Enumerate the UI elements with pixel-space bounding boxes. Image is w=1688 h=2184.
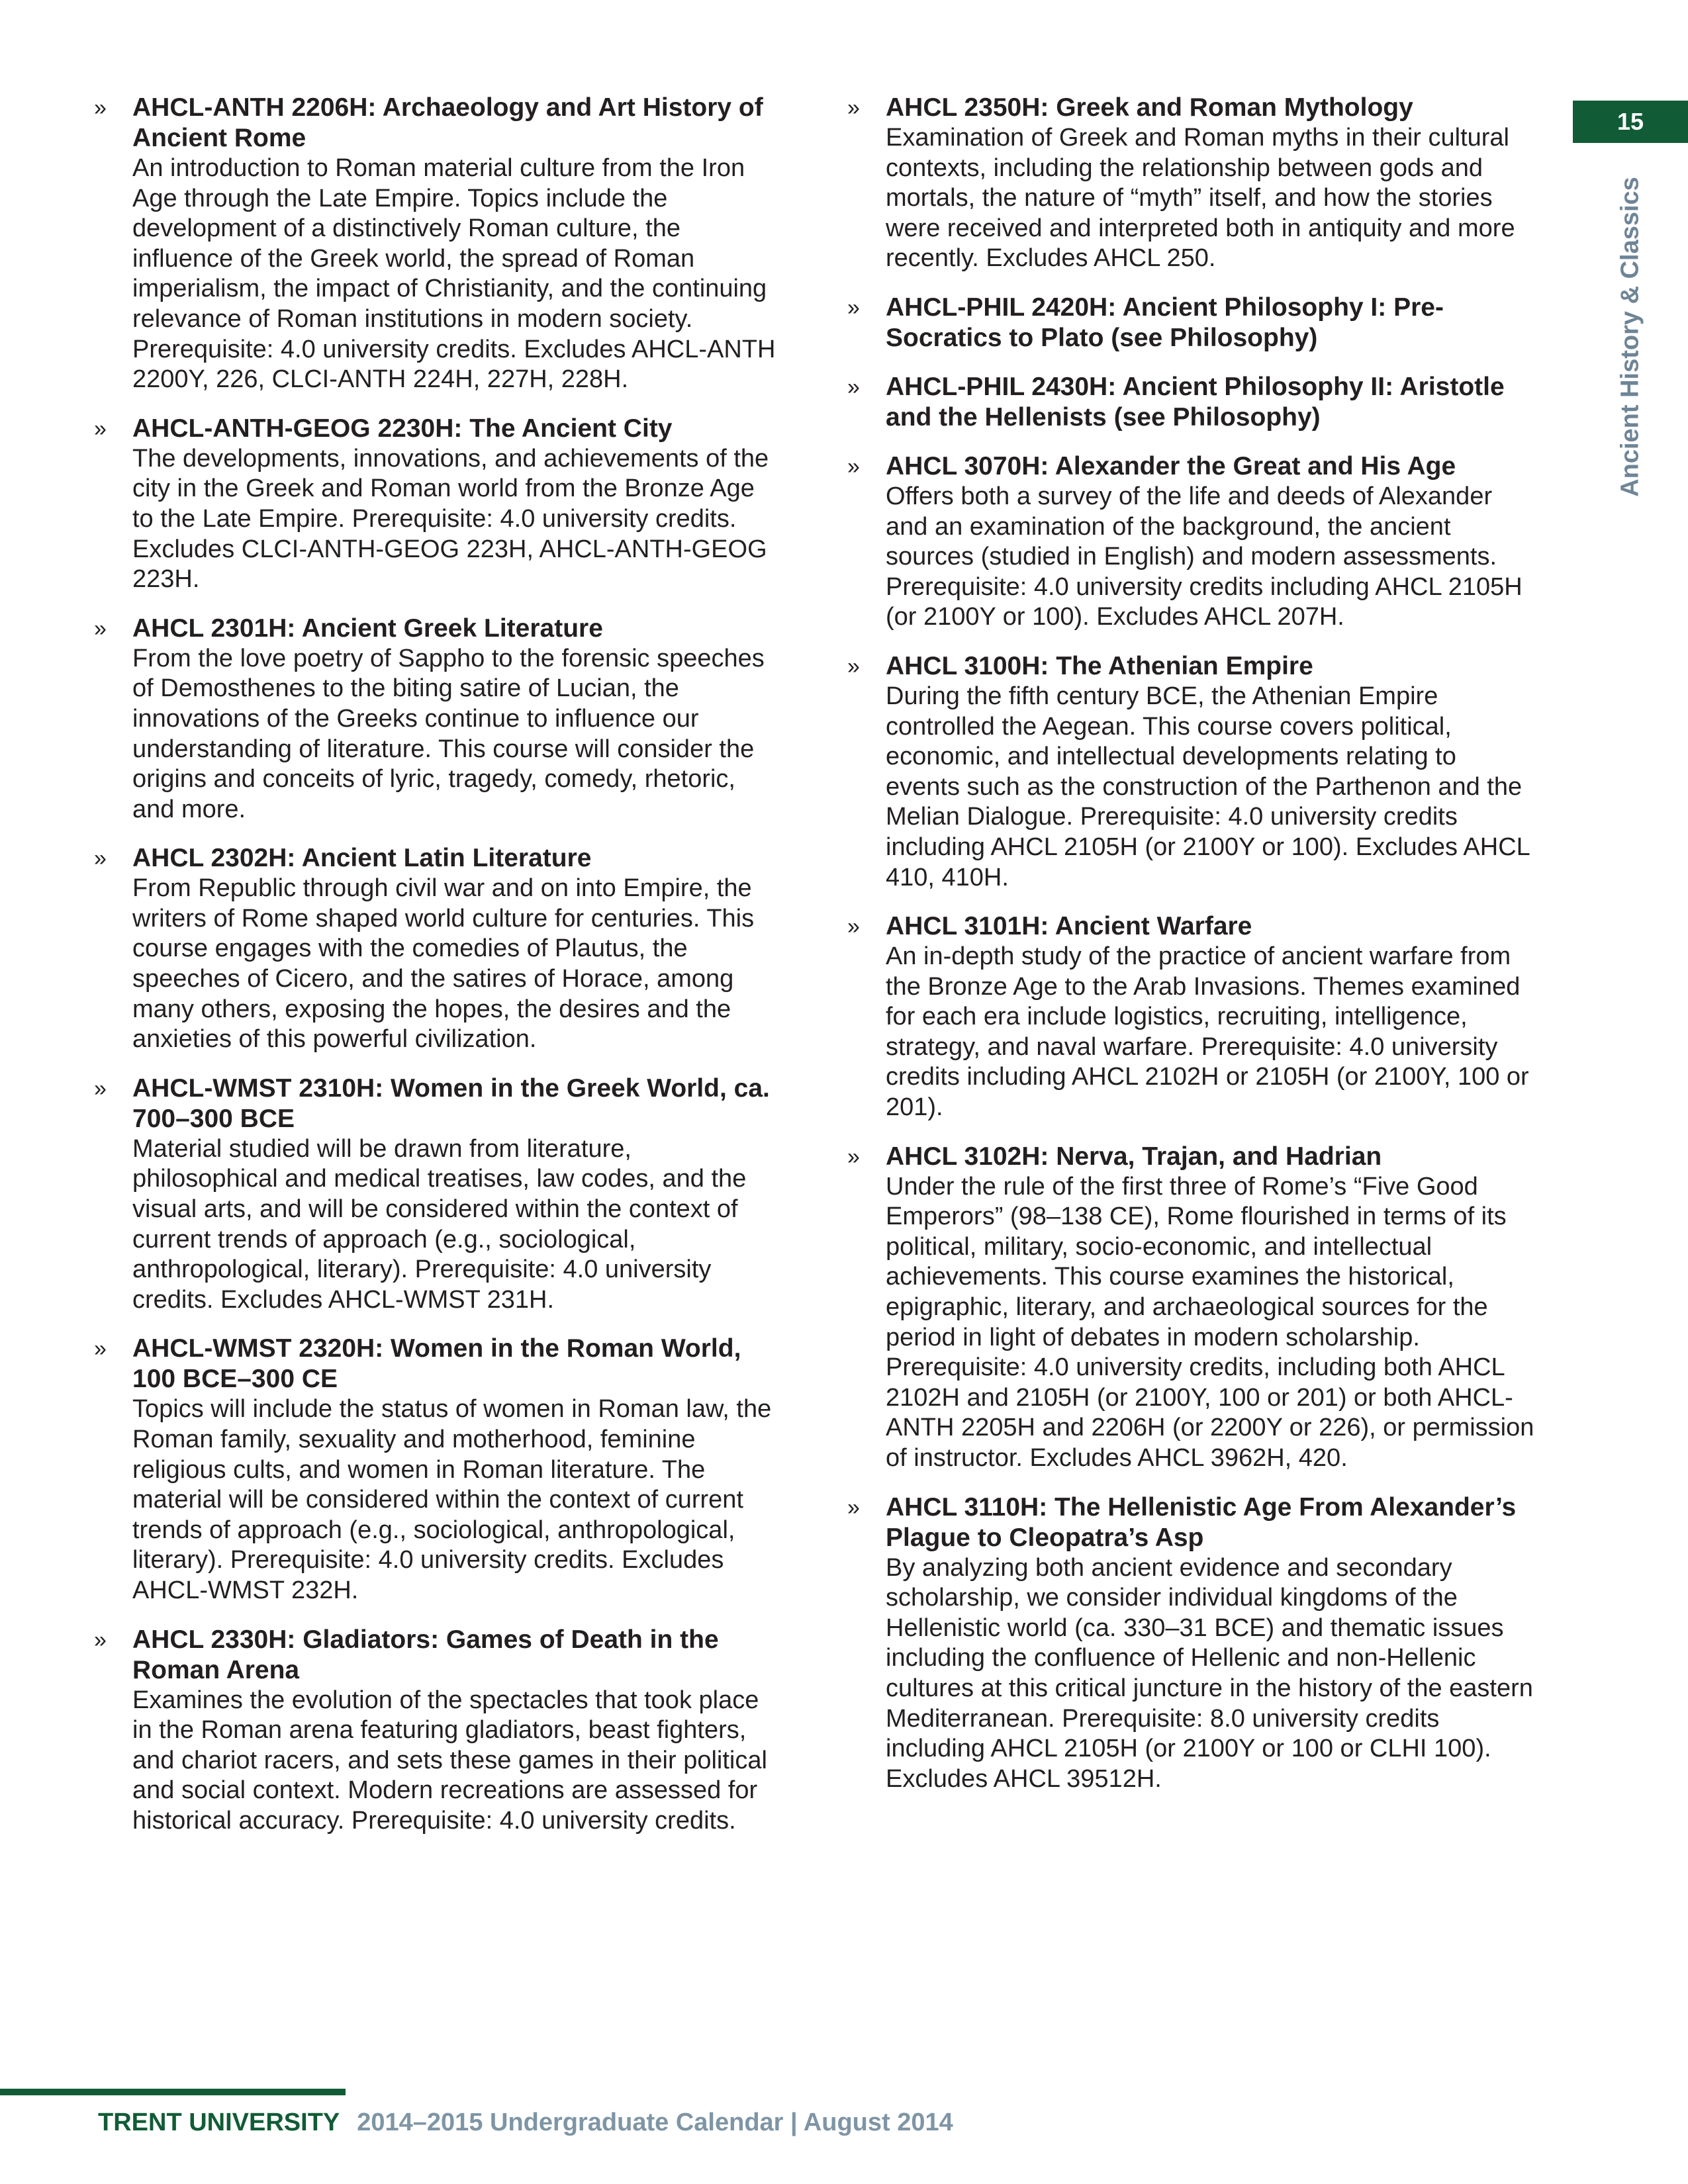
bullet-icon: » — [847, 1144, 860, 1169]
course-title: AHCL 3102H: Nerva, Trajan, and Hadrian — [886, 1142, 1382, 1171]
course-entry — [93, 1334, 781, 1606]
course-entry — [846, 651, 1534, 893]
course-entry — [846, 293, 1534, 353]
bullet-icon: » — [847, 914, 860, 940]
course-entry — [846, 93, 1534, 274]
bullet-icon: » — [847, 295, 860, 320]
course-description: By analyzing both ancient evidence and secondary scholarship, we consider individual kingdoms of the Hellenistic world (ca. 330–31 BCE) and thematic issues including the confluence of Hellenic and non-Hellenic cultures at this critical juncture in the history of the eastern Mediterranean. Prerequisite: 8.0 university credits including AHCL 2105H (or 2100Y or 100 or CLHI 100). Excludes AHCL 39512H. — [886, 1553, 1533, 1793]
course-description: Material studied will be drawn from literature, philosophical and medical treatises, law codes, and the visual arts, and will be considered within the context of current trends of approach (e.g., sociological, anthropological, literary). Prerequisite: 4.0 university credits. Excludes AHCL-WMST 231H. — [132, 1134, 747, 1314]
course-description: The developments, innovations, and achievements of the city in the Greek and Roman world from the Bronze Age to the Late Empire. Prerequisite: 4.0 university credits. Excludes CLCI-ANTH-GEOG 223H, AHCL-ANTH-GEOG 223H. — [132, 444, 769, 594]
course-title: AHCL-ANTH-GEOG 2230H: The Ancient City — [132, 414, 673, 443]
course-title: AHCL 2350H: Greek and Roman Mythology — [886, 93, 1413, 122]
course-title: AHCL-ANTH 2206H: Archaeology and Art History of Ancient Rome — [132, 93, 763, 152]
course-entry — [93, 1073, 781, 1316]
section-label-vertical — [1616, 168, 1645, 506]
page-number-tab — [1573, 101, 1688, 143]
course-entry — [93, 93, 781, 395]
course-description: An introduction to Roman material culture from the Iron Age through the Late Empire. Topics include the development of a distinctively Roman culture, the influence of the Greek world, the spread of Roman imperialism, the impact of Christianity, and the continuing relevance of Roman institutions in modern society. Prerequisite: 4.0 university credits. Excludes AHCL-ANTH 2200Y, 226, CLCI-ANTH 224H, 227H, 228H. — [132, 154, 776, 394]
course-description: From Republic through civil war and on into Empire, the writers of Rome shaped world culture for centuries. This course engages with the comedies of Plautus, the speeches of Cicero, and the satires of Horace, among many others, exposing the hopes, the desires and the anxieties of this powerful civilization. — [132, 874, 755, 1054]
course-entry — [846, 911, 1534, 1123]
bullet-icon: » — [847, 453, 860, 479]
course-description: Topics will include the status of women in Roman law, the Roman family, sexuality and motherhood, feminine religious cults, and women in Roman literature. The material will be considered within the context of current trends of approach (e.g., sociological, anthropological, literary). Prerequisite: 4.0 university credits. Excludes AHCL-WMST 232H. — [132, 1395, 772, 1604]
course-entry — [93, 843, 781, 1055]
course-title: AHCL-WMST 2310H: Women in the Greek World, ca. 700–300 BCE — [132, 1073, 770, 1133]
bullet-icon: » — [847, 1494, 860, 1520]
section-label: Ancient History & Classics — [1616, 177, 1644, 497]
footer-university: TRENT UNIVERSITY — [98, 2109, 340, 2136]
bullet-icon: » — [847, 653, 860, 679]
course-title: AHCL 2301H: Ancient Greek Literature — [132, 614, 603, 643]
bullet-icon: » — [94, 615, 107, 641]
bullet-icon: » — [94, 1627, 107, 1653]
course-description: During the fifth century BCE, the Athenian Empire controlled the Aegean. This course covers political, economic, and intellectual developments relating to events such as the construction of the Parthenon and the Melian Dialogue. Prerequisite: 4.0 university credits including AHCL 2105H (or 2100Y or 100). Excludes AHCL 410, 410H. — [886, 682, 1530, 891]
course-entry — [846, 1142, 1534, 1474]
bullet-icon: » — [94, 846, 107, 872]
right-column — [846, 93, 1534, 1813]
course-entry — [846, 451, 1534, 633]
bullet-icon: » — [847, 95, 860, 120]
course-entry — [93, 1625, 781, 1837]
course-description: Examines the evolution of the spectacles that took place in the Roman arena featuring gladiators, beast fighters, and chariot racers, and sets these games in their political and social context. Modern recreations are assessed for historical accuracy. Prerequisite: 4.0 university credits. — [132, 1686, 767, 1835]
footer-rule — [0, 2089, 346, 2095]
course-title: AHCL 2330H: Gladiators: Games of Death in the Roman Arena — [132, 1625, 719, 1684]
bullet-icon: » — [847, 374, 860, 400]
course-title: AHCL 3110H: The Hellenistic Age From Alexander’s Plague to Cleopatra’s Asp — [886, 1492, 1517, 1552]
course-title: AHCL 2302H: Ancient Latin Literature — [132, 844, 592, 873]
left-column — [93, 93, 781, 1855]
course-description: From the love poetry of Sappho to the forensic speeches of Demosthenes to the biting satire of Lucian, the innovations of the Greeks continue to influence our understanding of literature. This course will consider the origins and conceits of lyric, tragedy, comedy, rhetoric, and more. — [132, 644, 765, 823]
course-title: AHCL 3100H: The Athenian Empire — [886, 651, 1313, 680]
course-description: An in-depth study of the practice of ancient warfare from the Bronze Age to the Arab Invasions. Themes examined for each era include logistics, recruiting, intelligence, strategy, and naval warfare. Prerequisite: 4.0 university credits including AHCL 2102H or 2105H (or 2100Y, 100 or 201). — [886, 942, 1529, 1122]
footer-calendar: 2014–2015 Undergraduate Calendar | August 2014 — [357, 2109, 953, 2136]
course-entry — [93, 414, 781, 595]
course-title: AHCL-PHIL 2420H: Ancient Philosophy I: Pre-Socratics to Plato (see Philosophy) — [886, 293, 1444, 352]
course-title: AHCL 3070H: Alexander the Great and His Age — [886, 451, 1456, 480]
bullet-icon: » — [94, 1336, 107, 1362]
page-footer — [98, 2109, 953, 2137]
course-title: AHCL-PHIL 2430H: Ancient Philosophy II: Aristotle and the Hellenists (see Philosophy) — [886, 372, 1505, 432]
bullet-icon: » — [94, 1075, 107, 1101]
course-description: Examination of Greek and Roman myths in their cultural contexts, including the relationship between gods and mortals, the nature of “myth” itself, and how the stories were received and interpreted both in antiquity and more recently. Excludes AHCL 250. — [886, 124, 1515, 273]
bullet-icon: » — [94, 416, 107, 441]
course-description: Offers both a survey of the life and deeds of Alexander and an examination of the background, the ancient sources (studied in English) and modern assessments. Prerequisite: 4.0 university credits including AHCL 2105H (or 2100Y or 100). Excludes AHCL 207H. — [886, 482, 1523, 631]
course-title: AHCL 3101H: Ancient Warfare — [886, 912, 1252, 941]
course-entry — [93, 614, 781, 825]
course-description: Under the rule of the first three of Rome’s “Five Good Emperors” (98–138 CE), Rome flourished in terms of its political, military, socio-economic, and intellectual achievements. This course examines the historical, epigraphic, literary, and archaeological sources for the period in light of debates in modern scholarship. Prerequisite: 4.0 university credits, including both AHCL 2102H and 2105H (or 2100Y, 100 or 201) or both AHCL-ANTH 2205H and 2206H (or 2200Y or 226), or permission of instructor. Excludes AHCL 3962H, 420. — [886, 1172, 1534, 1472]
bullet-icon: » — [94, 95, 107, 120]
course-entry — [846, 1492, 1534, 1795]
course-entry — [846, 372, 1534, 433]
course-title: AHCL-WMST 2320H: Women in the Roman World, 100 BCE–300 CE — [132, 1334, 741, 1394]
page-number: 15 — [1617, 108, 1644, 135]
